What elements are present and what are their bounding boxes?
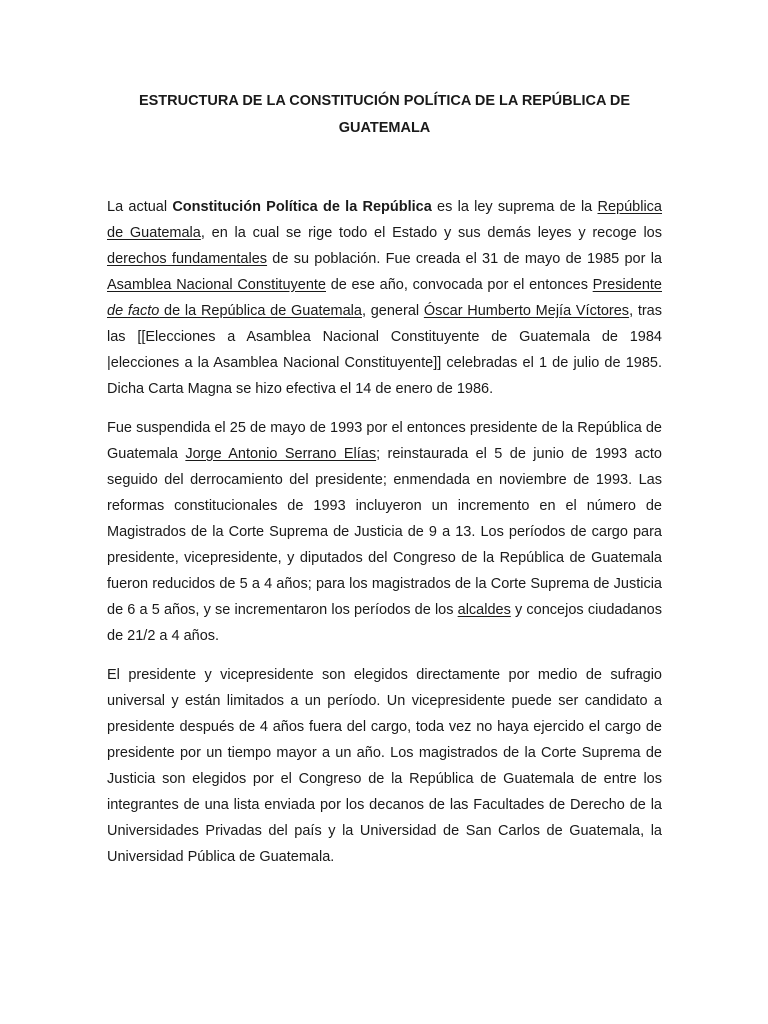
hyperlink-text[interactable]: Óscar Humberto Mejía Víctores [423, 303, 630, 319]
hyperlink-text[interactable]: alcaldes [457, 602, 511, 618]
hyperlink-text[interactable]: derechos fundamentales [107, 251, 268, 267]
paragraph-text: , general [361, 303, 424, 319]
paragraph-text: El presidente y vicepresidente son elegidos directamente por medio de sufragio universal y están limitados a un período. Un vicepresidente puede ser candidato a presidente después de 4 años fuera del cargo, toda vez no haya ejercido el cargo de presidente por un tiempo mayor a un año. Los magistrados de la Corte Suprema de Justicia son elegidos por el Congreso de la República de Guatemala de entre los integrantes de una lista enviada por los decanos de las Facultades de Derecho de la Universidades Privadas del país y la Universidad de San Carlos de Guatemala, la Universidad Pública de Guatemala. [107, 667, 662, 865]
paragraph-2 [107, 415, 662, 649]
paragraph-text: Constitución Política de la República [172, 199, 432, 215]
paragraph-text: , tras las [[Elecciones a Asamblea Nacional Constituyente de Guatemala de 1984 |elecciones a la Asamblea Nacional Constituyente]] celebradas el 1 de julio de 1985. Dicha Carta Magna se hizo efectiva el 14 de enero de 1986. [107, 303, 663, 397]
hyperlink-text[interactable]: Presidente [592, 277, 662, 293]
paragraph-1 [107, 194, 662, 402]
paragraph-3 [107, 662, 662, 870]
hyperlink-text[interactable]: de la República de Guatemala [159, 303, 362, 319]
paragraph-text: de ese año, convocada por el entonces [326, 277, 593, 293]
paragraph-text: La actual [107, 199, 173, 215]
paragraph-text: es la ley suprema de la [431, 199, 598, 215]
hyperlink-text[interactable]: Jorge Antonio Serrano Elías [185, 446, 377, 462]
paragraph-text: y concejos ciudadanos de 21/2 a 4 años. [107, 602, 662, 644]
paragraph-text: , en la cual se rige todo el Estado y sus demás leyes y recoge los [200, 225, 662, 241]
document-title: ESTRUCTURA DE LA CONSTITUCIÓN POLÍTICA DE LA REPÚBLICA DE GUATEMALA [138, 93, 631, 136]
paragraph-text: Fue suspendida el 25 de mayo de 1993 por el entonces presidente de la República de Guatemala [107, 420, 662, 462]
hyperlink-text[interactable]: República de Guatemala [107, 199, 662, 241]
paragraph-text: ; reinstaurada el 5 de junio de 1993 acto seguido del derrocamiento del presidente; enmendada en noviembre de 1993. Las reformas constitucionales de 1993 incluyeron un incremento en el número de Magistrados de la Corte Suprema de Justicia de 9 a 13. Los períodos de cargo para presidente, vicepresidente, y diputados del Congreso de la República de Guatemala fueron reducidos de 5 a 4 años; para los magistrados de la Corte Suprema de Justicia de 6 a 5 años, y se incrementaron los períodos de los [107, 446, 662, 618]
hyperlink-text[interactable]: de facto [107, 303, 160, 319]
paragraph-text: de su población. Fue creada el 31 de mayo de 1985 por la [267, 251, 662, 267]
document-body [107, 194, 662, 870]
hyperlink-text[interactable]: Asamblea Nacional Constituyente [107, 277, 326, 293]
